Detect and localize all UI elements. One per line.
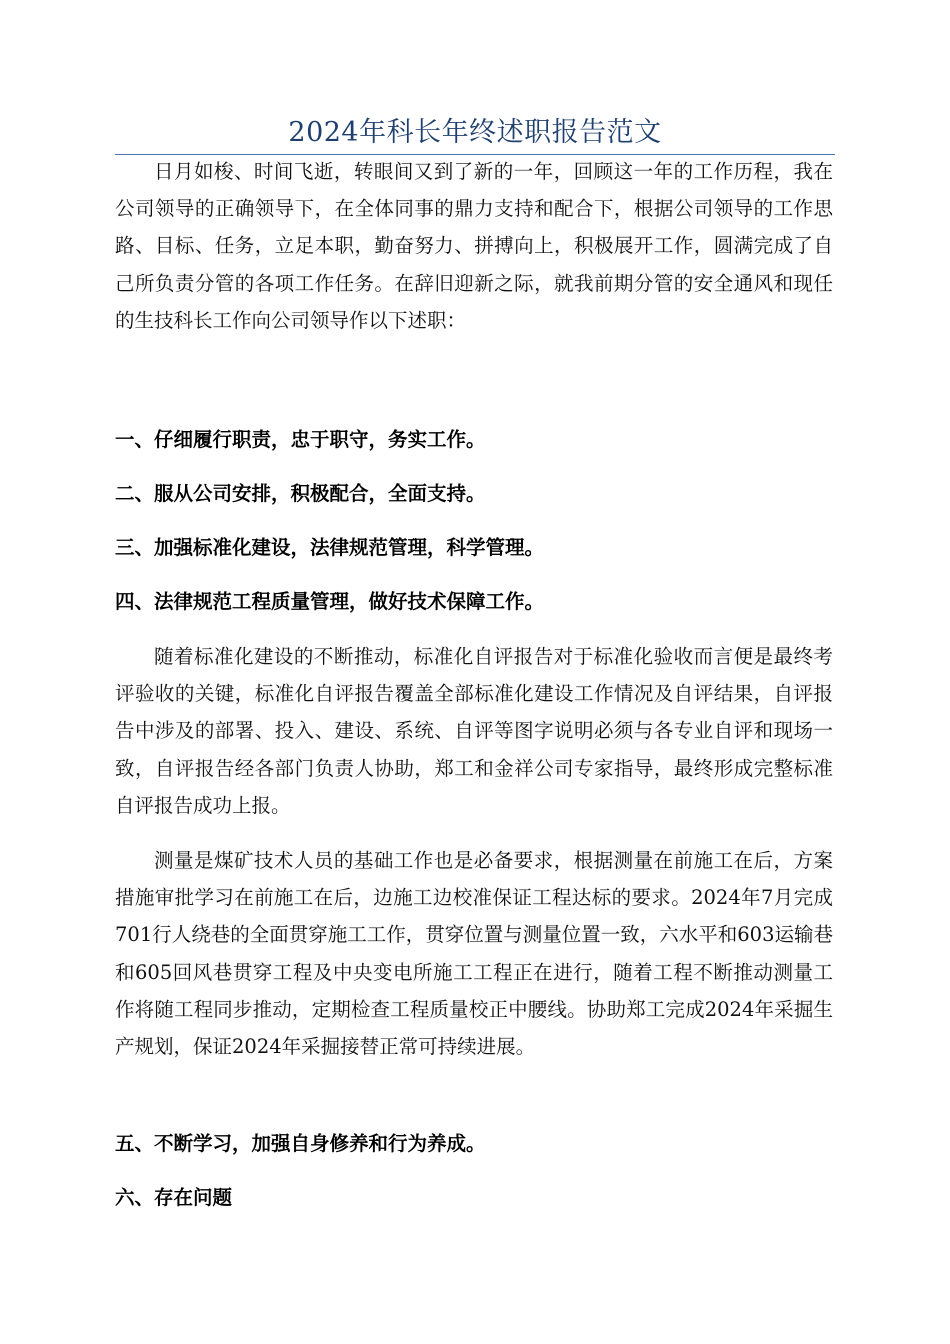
paragraph-standardization: 随着标准化建设的不断推动，标准化自评报告对于标准化验收而言便是最终考评验收的关键，标准化自评报告覆盖全部标准化建设工作情况及自评结果，自评报告中涉及的部署、投入、建设、系统、自评等图字说明必须与各专业自评和现场一致，自评报告经各部门负责人协助，郑工和金祥公司专家指导，最终形成完整标准自评报告成功上报。 [115, 645, 833, 817]
section-heading-4: 四、法律规范工程质量管理，做好技术保障工作。 [115, 590, 545, 613]
section-heading-2: 二、服从公司安排，积极配合，全面支持。 [115, 482, 486, 505]
section-heading-5: 五、不断学习，加强自身修养和行为养成。 [115, 1132, 486, 1155]
document-title: 2024年科长年终述职报告范文 [288, 117, 662, 148]
section-heading-3: 三、加强标准化建设，法律规范管理，科学管理。 [115, 536, 545, 559]
section-heading-6: 六、存在问题 [115, 1186, 233, 1209]
section-heading-1: 一、仔细履行职责，忠于职守，务实工作。 [115, 428, 486, 451]
intro-paragraph: 日月如梭、时间飞逝，转眼间又到了新的一年，回顾这一年的工作历程，我在公司领导的正确领导下，在全体同事的鼎力支持和配合下，根据公司领导的工作思路、目标、任务，立足本职，勤奋努力、拼搏向上，积极展开工作，圆满完成了自己所负责分管的各项工作任务。在辞旧迎新之际，就我前期分管的安全通风和现任的生技科长工作向公司领导作以下述职： [115, 160, 833, 332]
paragraph-surveying: 测量是煤矿技术人员的基础工作也是必备要求，根据测量在前施工在后，方案措施审批学习在前施工在后，边施工边校准保证工程达标的要求。2024年7月完成701行人绕巷的全面贯穿施工工作，贯穿位置与测量位置一致，六水平和603运输巷和605回风巷贯穿工程及中央变电所施工工程正在进行，随着工程不断推动测量工作将随工程同步推动，定期检查工程质量校正中腰线。协助郑工完成2024年采掘生产规划，保证2024年采掘接替正常可持续进展。 [115, 849, 833, 1059]
